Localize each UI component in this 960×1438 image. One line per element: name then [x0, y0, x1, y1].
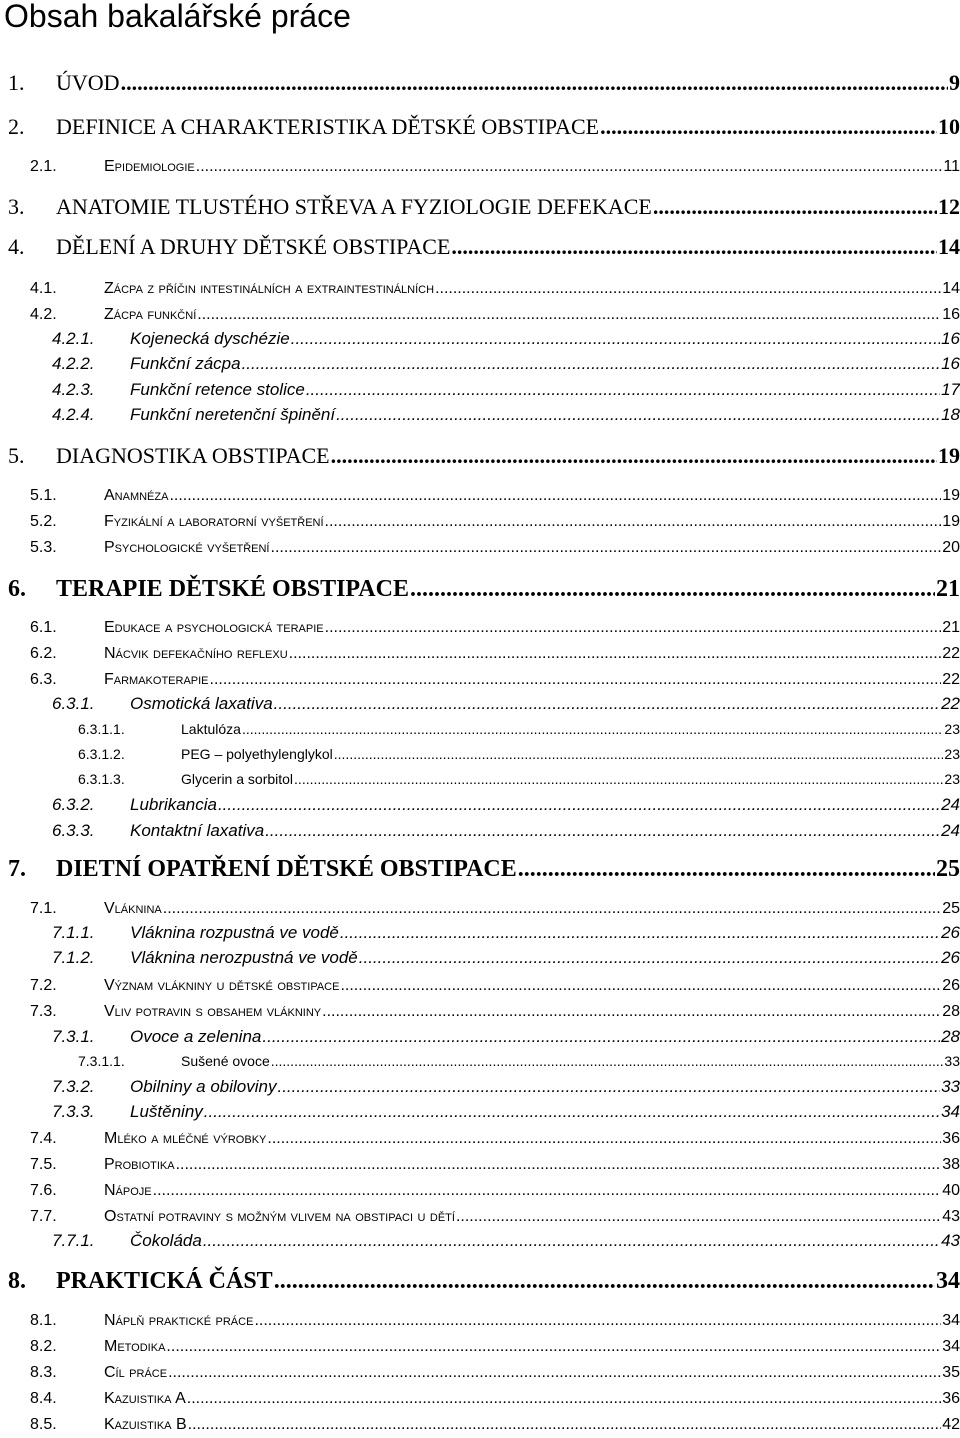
toc-dot-leader — [294, 771, 943, 787]
toc-dot-leader — [176, 1156, 942, 1174]
toc-entry-label: DIETNÍ OPATŘENÍ DĚTSKÉ OBSTIPACE — [56, 856, 517, 882]
toc-entry-number: 8. — [8, 1268, 26, 1294]
toc-entry[interactable] — [0, 1077, 960, 1101]
toc-dot-leader — [265, 821, 940, 841]
toc-entry-label: ANATOMIE TLUSTÉHO STŘEVA A FYZIOLOGIE DEFEKACE — [56, 194, 652, 219]
toc-entry[interactable] — [0, 645, 960, 667]
toc-entry-number: 5.3. — [30, 539, 57, 556]
toc-entry-number: 5. — [8, 443, 25, 468]
toc-entry-page: 22 — [942, 645, 960, 662]
toc-entry-page: 33 — [941, 1077, 960, 1096]
toc-entry[interactable] — [0, 746, 960, 766]
toc-entry-label: Zácpa funkční — [104, 306, 197, 323]
toc-entry-page: 23 — [944, 771, 960, 787]
toc-entry[interactable] — [0, 354, 960, 378]
toc-dot-leader — [271, 1053, 944, 1069]
toc-entry-number: 6.2. — [30, 645, 57, 662]
toc-entry-page: 26 — [941, 923, 960, 942]
toc-entry-label: ÚVOD — [56, 70, 120, 95]
toc-entry-number: 2. — [8, 114, 25, 139]
toc-entry-label: Fyzikální a laboratorní vyšetření — [104, 513, 324, 530]
toc-entry-page: 11 — [943, 158, 960, 175]
toc-entry-label: Náplň praktické práce — [104, 1312, 254, 1329]
toc-entry-page: 43 — [941, 1231, 960, 1250]
toc-entry[interactable] — [0, 1102, 960, 1126]
toc-entry[interactable] — [0, 70, 960, 98]
toc-entry-label: Význam vlákniny u dětské obstipace — [104, 977, 340, 994]
toc-entry-number: 6.3.1.2. — [78, 746, 125, 762]
toc-entry-number: 6.3.2. — [52, 795, 95, 814]
toc-dot-leader — [169, 487, 941, 505]
toc-entry-label: DEFINICE A CHARAKTERISTIKA DĚTSKÉ OBSTIPACE — [56, 114, 600, 139]
toc-dot-leader — [340, 977, 941, 995]
toc-entry-page: 34 — [942, 1338, 960, 1355]
toc-entry-page: 34 — [942, 1312, 960, 1329]
toc-dot-leader — [410, 576, 935, 603]
toc-dot-leader — [336, 405, 940, 425]
toc-entry-page: 9 — [949, 70, 960, 95]
toc-entry[interactable] — [0, 1156, 960, 1178]
toc-entry-number: 6. — [8, 576, 26, 602]
toc-entry-page: 22 — [941, 694, 960, 713]
toc-entry-page: 26 — [941, 948, 960, 967]
toc-entry[interactable] — [0, 795, 960, 819]
toc-entry-label: Ovoce a zelenina — [130, 1027, 262, 1046]
toc-dot-leader — [271, 539, 942, 557]
toc-entry-label: Metodika — [104, 1338, 166, 1355]
toc-entry-number: 6.3.1.3. — [78, 771, 125, 787]
toc-entry-number: 4.2.3. — [52, 380, 95, 399]
toc-entry-label: Obilniny a obiloviny — [130, 1077, 277, 1096]
toc-dot-leader — [197, 306, 941, 324]
toc-dot-leader — [210, 671, 942, 689]
toc-entry[interactable] — [0, 234, 960, 262]
toc-entry-number: 7.2. — [30, 977, 57, 994]
toc-entry-page: 20 — [942, 539, 960, 556]
toc-entry-label: Luštěniny — [130, 1102, 203, 1121]
toc-entry-number: 3. — [8, 194, 25, 219]
toc-entry-number: 7.3.3. — [52, 1102, 95, 1121]
toc-entry-label: Funkční neretenční špinění — [130, 405, 336, 424]
toc-entry-label: Probiotika — [104, 1156, 175, 1173]
toc-dot-leader — [196, 158, 943, 176]
toc-entry[interactable] — [0, 576, 960, 604]
toc-entry-label: Anamnéza — [104, 487, 169, 504]
toc-dot-leader — [340, 923, 940, 943]
toc-entry-page: 26 — [942, 977, 960, 994]
toc-entry-label: Funkční retence stolice — [130, 380, 305, 399]
toc-entry[interactable] — [0, 513, 960, 535]
toc-entry[interactable] — [0, 1003, 960, 1025]
toc-entry-page: 14 — [942, 280, 960, 297]
toc-entry[interactable] — [0, 158, 960, 180]
toc-entry-number: 7.3. — [30, 1003, 57, 1020]
toc-dot-leader — [262, 1027, 940, 1047]
toc-entry-label: Vláknina — [104, 900, 162, 917]
toc-entry-number: 4.2.4. — [52, 405, 95, 424]
toc-entry[interactable] — [0, 948, 960, 972]
toc-dot-leader — [188, 1416, 942, 1434]
toc-entry-label: Nápoje — [104, 1182, 152, 1199]
toc-entry-number: 6.3.1.1. — [78, 721, 125, 737]
toc-entry-number: 7.1.2. — [52, 948, 95, 967]
toc-dot-leader — [274, 1268, 935, 1295]
toc-entry-page: 28 — [942, 1003, 960, 1020]
toc-entry[interactable] — [0, 114, 960, 142]
toc-entry-page: 24 — [941, 795, 960, 814]
toc-entry-number: 7.3.1. — [52, 1027, 95, 1046]
toc-dot-leader — [218, 795, 940, 815]
toc-entry[interactable] — [0, 1390, 960, 1412]
toc-entry-label: Kontaktní laxativa — [130, 821, 265, 840]
toc-dot-leader — [267, 1130, 941, 1148]
toc-entry-number: 7.3.1.1. — [78, 1053, 125, 1069]
toc-dot-leader — [600, 114, 937, 140]
toc-dot-leader — [187, 1390, 941, 1408]
toc-entry-number: 7.4. — [30, 1130, 57, 1147]
toc-dot-leader — [274, 694, 940, 714]
toc-entry-page: 16 — [941, 329, 960, 348]
toc-dot-leader — [653, 194, 937, 220]
toc-dot-leader — [518, 856, 935, 883]
toc-entry-number: 7.5. — [30, 1156, 57, 1173]
toc-entry[interactable] — [0, 1027, 960, 1051]
toc-entry[interactable] — [0, 1053, 960, 1073]
toc-entry-page: 19 — [938, 443, 960, 468]
toc-entry-number: 7.6. — [30, 1182, 57, 1199]
toc-entry[interactable] — [0, 1338, 960, 1360]
toc-entry[interactable] — [0, 619, 960, 641]
toc-entry-number: 6.1. — [30, 619, 57, 636]
toc-entry-label: Kojenecká dyschézie — [130, 329, 290, 348]
toc-entry-number: 8.3. — [30, 1364, 57, 1381]
toc-entry-page: 19 — [942, 487, 960, 504]
toc-entry-number: 7.7. — [30, 1208, 57, 1225]
toc-entry[interactable] — [0, 443, 960, 471]
toc-entry-page: 36 — [942, 1390, 960, 1407]
toc-entry-page: 25 — [942, 900, 960, 917]
toc-entry-number: 4. — [8, 234, 25, 259]
toc-entry-number: 7.3.2. — [52, 1077, 95, 1096]
toc-dot-leader — [204, 1102, 940, 1122]
toc-entry[interactable] — [0, 671, 960, 693]
toc-entry-number: 8.4. — [30, 1390, 57, 1407]
toc-entry-label: Osmotická laxativa — [130, 694, 273, 713]
toc-dot-leader — [203, 1231, 940, 1251]
toc-entry[interactable] — [0, 1208, 960, 1230]
toc-entry-label: Zácpa z příčin intestinálních a extraintestinálních — [104, 280, 435, 297]
toc-entry-number: 7.1. — [30, 900, 57, 917]
toc-entry-page: 25 — [936, 856, 960, 882]
toc-entry-page: 43 — [942, 1208, 960, 1225]
toc-entry-number: 8.1. — [30, 1312, 57, 1329]
toc-entry-label: Vláknina nerozpustná ve vodě — [130, 948, 358, 967]
toc-entry[interactable] — [0, 194, 960, 222]
toc-entry-page: 16 — [941, 354, 960, 373]
toc-dot-leader — [306, 380, 940, 400]
toc-dot-leader — [277, 1077, 940, 1097]
toc-entry-number: 6.3. — [30, 671, 57, 688]
toc-entry[interactable] — [0, 771, 960, 791]
toc-entry[interactable] — [0, 900, 960, 922]
toc-entry-page: 18 — [941, 405, 960, 424]
toc-entry-page: 17 — [941, 380, 960, 399]
toc-entry-label: PRAKTICKÁ ČÁST — [56, 1268, 273, 1294]
toc-entry-label: Cíl práce — [104, 1364, 168, 1381]
toc-entry-label: DĚLENÍ A DRUHY DĚTSKÉ OBSTIPACE — [56, 234, 451, 259]
toc-entry-page: 24 — [941, 821, 960, 840]
toc-entry-number: 5.2. — [30, 513, 57, 530]
toc-entry-label: Vliv potravin s obsahem vlákniny — [104, 1003, 322, 1020]
toc-entry-label: Sušené ovoce — [181, 1053, 270, 1069]
toc-entry-label: Farmakoterapie — [104, 671, 209, 688]
toc-dot-leader — [121, 70, 948, 96]
toc-entry[interactable] — [0, 721, 960, 741]
toc-dot-leader — [331, 443, 937, 469]
toc-entry[interactable] — [0, 1231, 960, 1255]
toc-entry-label: Funkční zácpa — [130, 354, 241, 373]
toc-entry-number: 8.2. — [30, 1338, 57, 1355]
toc-entry-label: Laktulóza — [181, 721, 241, 737]
toc-dot-leader — [168, 1364, 941, 1382]
toc-entry-page: 23 — [944, 721, 960, 737]
toc-dot-leader — [291, 329, 940, 349]
toc-entry-label: Čokoláda — [130, 1231, 202, 1250]
toc-dot-leader — [325, 513, 942, 531]
toc-dot-leader — [153, 1182, 942, 1200]
toc-entry[interactable] — [0, 923, 960, 947]
toc-entry-page: 33 — [944, 1053, 960, 1069]
toc-entry-page: 23 — [944, 746, 960, 762]
toc-dot-leader — [451, 234, 937, 260]
toc-entry[interactable] — [0, 1416, 960, 1438]
toc-entry-page: 36 — [942, 1130, 960, 1147]
toc-entry-label: Epidemiologie — [104, 158, 195, 175]
toc-entry-label: TERAPIE DĚTSKÉ OBSTIPACE — [56, 576, 409, 602]
toc-entry[interactable] — [0, 539, 960, 561]
toc-entry[interactable] — [0, 1182, 960, 1204]
toc-entry-page: 42 — [942, 1416, 960, 1433]
toc-entry-page: 34 — [936, 1268, 960, 1294]
toc-entry[interactable] — [0, 280, 960, 302]
toc-entry-page: 28 — [941, 1027, 960, 1046]
toc-entry[interactable] — [0, 1364, 960, 1386]
toc-entry-page: 14 — [938, 234, 960, 259]
toc-dot-leader — [456, 1208, 941, 1226]
toc-entry-label: Ostatní potraviny s možným vlivem na obstipaci u dětí — [104, 1208, 455, 1225]
toc-dot-leader — [435, 280, 941, 298]
toc-entry-label: Kazuistika B — [104, 1416, 187, 1433]
toc-entry-number: 4.2.1. — [52, 329, 95, 348]
toc-dot-leader — [242, 721, 943, 737]
toc-entry-label: DIAGNOSTIKA OBSTIPACE — [56, 443, 330, 468]
toc-entry-label: Glycerin a sorbitol — [181, 771, 294, 787]
toc-entry-number: 4.2. — [30, 306, 57, 323]
toc-dot-leader — [289, 645, 942, 663]
toc-entry-page: 35 — [942, 1364, 960, 1381]
toc-dot-leader — [254, 1312, 941, 1330]
toc-dot-leader — [242, 354, 941, 374]
toc-entry-page: 22 — [942, 671, 960, 688]
toc-entry-label: Vláknina rozpustná ve vodě — [130, 923, 339, 942]
toc-entry-label: Mléko a mléčné výrobky — [104, 1130, 267, 1147]
toc-entry-number: 6.3.1. — [52, 694, 95, 713]
toc-entry-number: 4.2.2. — [52, 354, 95, 373]
toc-entry-label: Edukace a psychologická terapie — [104, 619, 324, 636]
toc-entry-number: 8.5. — [30, 1416, 57, 1433]
toc-entry-page: 40 — [942, 1182, 960, 1199]
toc-entry-number: 5.1. — [30, 487, 57, 504]
toc-dot-leader — [163, 900, 941, 918]
toc-entry[interactable] — [0, 821, 960, 845]
toc-entry[interactable] — [0, 487, 960, 509]
toc-entry-number: 6.3.3. — [52, 821, 95, 840]
toc-entry-label: Nácvik defekačního reflexu — [104, 645, 288, 662]
toc-entry[interactable] — [0, 1130, 960, 1152]
toc-entry-number: 7.1.1. — [52, 923, 95, 942]
toc-entry[interactable] — [0, 856, 960, 884]
toc-entry-page: 19 — [942, 513, 960, 530]
toc-entry-page: 38 — [942, 1156, 960, 1173]
toc-entry[interactable] — [0, 1312, 960, 1334]
toc-entry-label: PEG – polyethylenglykol — [181, 746, 333, 762]
toc-entry[interactable] — [0, 329, 960, 353]
toc-entry-page: 16 — [942, 306, 960, 323]
page-title: Obsah bakalářské práce — [4, 0, 351, 34]
toc-entry[interactable] — [0, 380, 960, 404]
toc-entry[interactable] — [0, 1268, 960, 1296]
toc-entry[interactable] — [0, 977, 960, 999]
toc-dot-leader — [359, 948, 940, 968]
toc-dot-leader — [322, 1003, 941, 1021]
toc-dot-leader — [325, 619, 942, 637]
toc-entry[interactable] — [0, 694, 960, 718]
toc-entry-number: 4.1. — [30, 280, 57, 297]
toc-entry-number: 7. — [8, 856, 26, 882]
toc-entry-page: 34 — [941, 1102, 960, 1121]
toc-dot-leader — [166, 1338, 941, 1356]
toc-entry-label: Psychologické vyšetření — [104, 539, 270, 556]
toc-entry-number: 7.7.1. — [52, 1231, 95, 1250]
toc-entry[interactable] — [0, 306, 960, 328]
toc-entry-label: Kazuistika A — [104, 1390, 186, 1407]
toc-entry-label: Lubrikancia — [130, 795, 217, 814]
toc-dot-leader — [334, 746, 944, 762]
toc-entry[interactable] — [0, 405, 960, 429]
toc-entry-page: 21 — [942, 619, 960, 636]
toc-entry-page: 10 — [938, 114, 960, 139]
toc-entry-number: 1. — [8, 70, 25, 95]
toc-entry-page: 21 — [936, 576, 960, 602]
toc-entry-number: 2.1. — [30, 158, 57, 175]
toc-entry-page: 12 — [938, 194, 960, 219]
